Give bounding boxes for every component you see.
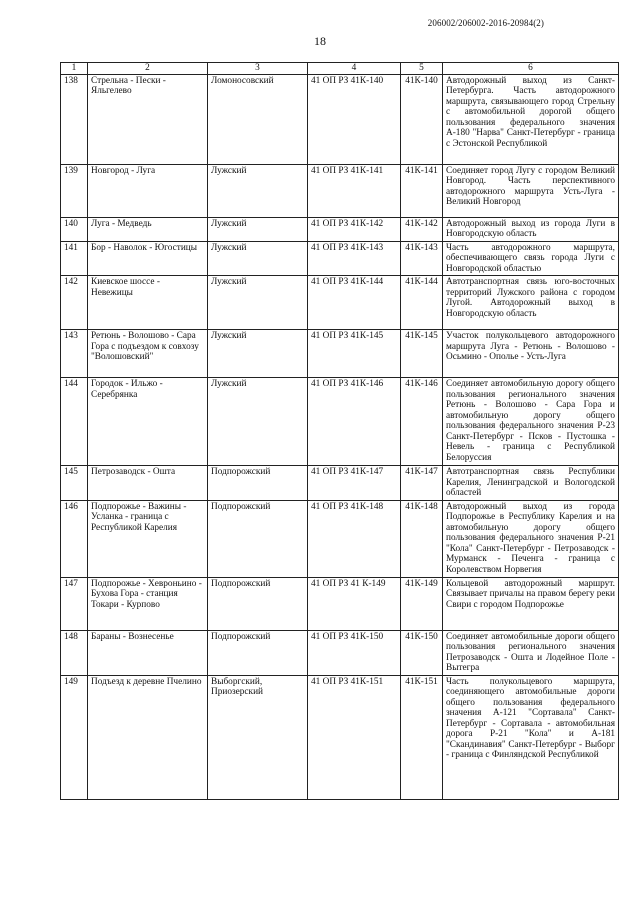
table-row: [61, 630, 619, 675]
road-id: 41 ОП РЗ 41К-151: [308, 675, 401, 799]
road-code: 41К-140: [401, 74, 443, 164]
road-id: 41 ОП РЗ 41К-145: [308, 330, 401, 378]
column-header: 5: [401, 63, 443, 75]
column-header: 2: [88, 63, 208, 75]
road-name: Подпорожье - Хевроньино - Бухова Гора - станция Токари - Курпово: [88, 577, 208, 630]
row-number: 146: [61, 500, 88, 577]
road-id: 41 ОП РЗ 41К-142: [308, 217, 401, 241]
table-header-row: [61, 63, 619, 75]
road-description: Автодорожный выход из города Подпорожье в Республику Карелия и на автомобильную дорогу общего пользования федерального значения Р-21 "Кола" Санкт-Петербург - Петрозаводск - Мурманск - Печенга - граница с Королевством Норвегия: [443, 500, 619, 577]
road-code: 41К-150: [401, 630, 443, 675]
road-code: 41К-142: [401, 217, 443, 241]
row-number: 145: [61, 466, 88, 501]
road-description: Соединяет город Лугу с городом Великий Новгород. Часть перспективного автодорожного маршрута Усть-Луга - Великий Новгород: [443, 164, 619, 217]
road-id: 41 ОП РЗ 41К-141: [308, 164, 401, 217]
row-number: 144: [61, 378, 88, 466]
district: Подпорожский: [208, 577, 308, 630]
page-number: 18: [314, 34, 326, 48]
road-description: Автодорожный выход из города Луги в Новгородскую область: [443, 217, 619, 241]
road-id: 41 ОП РЗ 41К-148: [308, 500, 401, 577]
row-number: 149: [61, 675, 88, 799]
row-number: 147: [61, 577, 88, 630]
table-row: [61, 74, 619, 164]
column-header: 1: [61, 63, 88, 75]
road-description: Часть полукольцевого маршрута, соединяющего автомобильные дороги общего пользования федерального значения А-121 "Сортавала" Санкт-Петербург - Сортавала - автомобильная дорога Р-21 "Кола" и А-181 "Скандинавия" Санкт-Петербург - Выборг - граница с Финляндской Республикой: [443, 675, 619, 799]
road-id: 41 ОП РЗ 41К-143: [308, 241, 401, 276]
road-description: Часть автодорожного маршрута, обеспечивающего связь города Луги с Новгородской областью: [443, 241, 619, 276]
row-number: 140: [61, 217, 88, 241]
road-code: 41К-145: [401, 330, 443, 378]
table-row: [61, 675, 619, 799]
road-name: Подпорожье - Важины - Усланка - граница с Республикой Карелия: [88, 500, 208, 577]
road-name: Бараны - Вознесенье: [88, 630, 208, 675]
road-description: Соединяет автомобильную дорогу общего пользования регионального значения Ретюнь - Волошово - Сара Гора и автомобильную дорогу общего пользования федерального значения Р-23 Санкт-Петербург - Псков - Пустошка - Невель - граница с Республикой Белоруссия: [443, 378, 619, 466]
road-name: Петрозаводск - Ошта: [88, 466, 208, 501]
road-description: Участок полукольцевого автодорожного маршрута Луга - Ретюнь - Волошово - Осьмино - Ополье - Усть-Луга: [443, 330, 619, 378]
road-name: Ретюнь - Волошово - Сара Гора с подъездом к совхозу "Волошовский": [88, 330, 208, 378]
row-number: 142: [61, 276, 88, 330]
row-number: 143: [61, 330, 88, 378]
district: Лужский: [208, 378, 308, 466]
road-name: Новгород - Луга: [88, 164, 208, 217]
table-row: [61, 466, 619, 501]
table-row: [61, 378, 619, 466]
district: Подпорожский: [208, 466, 308, 501]
district: Лужский: [208, 241, 308, 276]
document-code: 206002/206002-2016-20984(2): [427, 18, 544, 28]
road-code: 41К-151: [401, 675, 443, 799]
roads-table: [60, 62, 619, 800]
road-name: Бор - Наволок - Югостицы: [88, 241, 208, 276]
row-number: 138: [61, 74, 88, 164]
table-row: [61, 164, 619, 217]
road-code: 41К-148: [401, 500, 443, 577]
road-id: 41 ОП РЗ 41К-144: [308, 276, 401, 330]
district: Лужский: [208, 330, 308, 378]
district: Лужский: [208, 217, 308, 241]
road-description: Автотранспортная связь юго-восточных территорий Лужского района с городом Лугой. Автодорожный выход в Новгородскую область: [443, 276, 619, 330]
road-name: Подъезд к деревне Пчелино: [88, 675, 208, 799]
row-number: 139: [61, 164, 88, 217]
road-description: Автотранспортная связь Республики Карелия, Ленинградской и Вологодской областей: [443, 466, 619, 501]
road-id: 41 ОП РЗ 41К-146: [308, 378, 401, 466]
road-id: 41 ОП РЗ 41К-140: [308, 74, 401, 164]
road-code: 41К-141: [401, 164, 443, 217]
road-code: 41К-147: [401, 466, 443, 501]
district: Выборгский, Приозерский: [208, 675, 308, 799]
district: Подпорожский: [208, 500, 308, 577]
road-name: Луга - Медведь: [88, 217, 208, 241]
district: Лужский: [208, 164, 308, 217]
road-code: 41К-144: [401, 276, 443, 330]
road-code: 41К-149: [401, 577, 443, 630]
road-description: Соединяет автомобильные дороги общего пользования регионального значения Петрозаводск - Ошта и Лодейное Поле - Вытегра: [443, 630, 619, 675]
table-row: [61, 276, 619, 330]
row-number: 148: [61, 630, 88, 675]
table-row: [61, 241, 619, 276]
row-number: 141: [61, 241, 88, 276]
table-row: [61, 577, 619, 630]
district: Лужский: [208, 276, 308, 330]
road-code: 41К-146: [401, 378, 443, 466]
column-header: 6: [443, 63, 619, 75]
road-name: Городок - Ильжо - Серебрянка: [88, 378, 208, 466]
road-id: 41 ОП РЗ 41К-147: [308, 466, 401, 501]
road-name: Стрельна - Пески - Яльгелево: [88, 74, 208, 164]
column-header: 3: [208, 63, 308, 75]
column-header: 4: [308, 63, 401, 75]
table-row: [61, 217, 619, 241]
table-row: [61, 500, 619, 577]
table-row: [61, 330, 619, 378]
road-id: 41 ОП РЗ 41К-150: [308, 630, 401, 675]
road-code: 41К-143: [401, 241, 443, 276]
road-description: Кольцевой автодорожный маршрут. Связывает причалы на правом берегу реки Свири с городом Подпорожье: [443, 577, 619, 630]
road-description: Автодорожный выход из Санкт-Петербурга. Часть автодорожного маршрута, связывающего город Стрельну с автомобильной дорогой общего пользования федерального значения А-180 "Нарва" Санкт-Петербург - граница с Эстонской Республикой: [443, 74, 619, 164]
district: Подпорожский: [208, 630, 308, 675]
road-name: Киевское шоссе - Невежицы: [88, 276, 208, 330]
road-id: 41 ОП РЗ 41 К-149: [308, 577, 401, 630]
district: Ломоносовский: [208, 74, 308, 164]
